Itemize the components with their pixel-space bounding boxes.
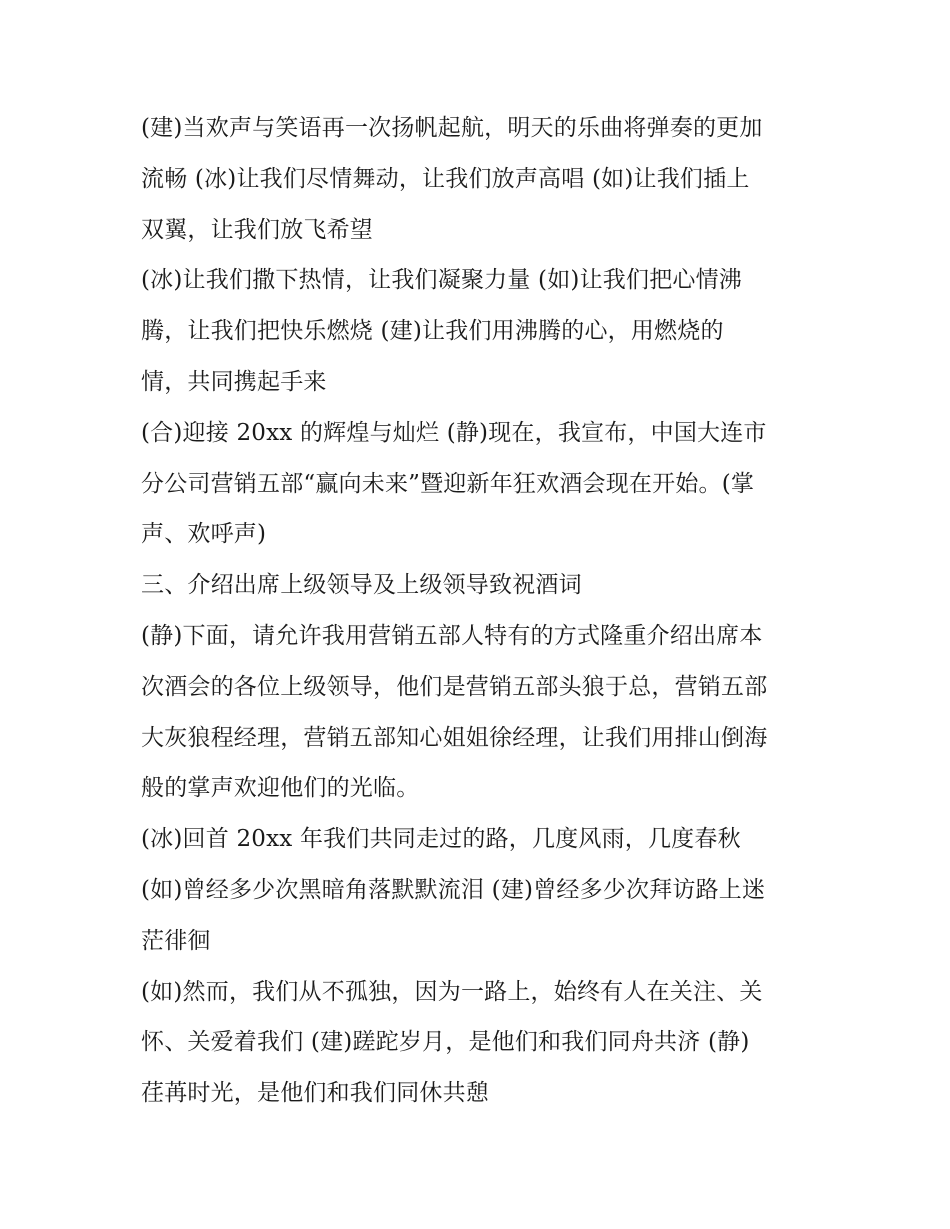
text-line: 次酒会的各位上级领导，他们是营销五部头狼于总，营销五部	[141, 673, 768, 700]
text-line: 情，共同携起手来	[141, 368, 327, 395]
text-line: (建)当欢声与笑语再一次扬帆起航，明天的乐曲将弹奏的更加	[141, 115, 763, 141]
text-line: 流畅 (冰)让我们尽情舞动，让我们放声高唱 (如)让我们插上	[141, 165, 750, 192]
text-line: (如)曾经多少次黑暗角落默默流泪 (建)曾经多少次拜访路上迷	[141, 876, 766, 903]
document-body	[141, 103, 821, 1119]
text-line: (如)然而，我们从不孤独，因为一路上，始终有人在关注、关	[141, 978, 763, 1005]
text-line: 双翼，让我们放飞希望	[141, 216, 373, 243]
text-line: 声、欢呼声)	[141, 521, 267, 548]
text-line: (冰)让我们撒下热情，让我们凝聚力量 (如)让我们把心情沸	[141, 267, 743, 294]
text-line: 荏苒时光，是他们和我们同休共憩	[141, 1080, 489, 1107]
text-line: 大灰狼程经理，营销五部知心姐姐徐经理，让我们用排山倒海	[141, 724, 768, 751]
text-line: (合)迎接 20xx 的辉煌与灿烂 (静)现在，我宣布，中国大连市	[141, 419, 767, 446]
text-line: 分公司营销五部“赢向未来”暨迎新年狂欢酒会现在开始。(掌	[141, 470, 755, 497]
text-line: 茫徘徊	[141, 927, 211, 954]
text-line: 般的掌声欢迎他们的光临。	[141, 775, 420, 802]
text-line: 怀、关爱着我们 (建)蹉跎岁月，是他们和我们同舟共济 (静)	[141, 1029, 750, 1056]
section-heading: 三、介绍出席上级领导及上级领导致祝酒词	[141, 572, 582, 599]
text-line: (冰)回首 20xx 年我们共同走过的路，几度风雨，几度春秋	[141, 826, 741, 853]
text-line: (静)下面，请允许我用营销五部人特有的方式隆重介绍出席本	[141, 622, 763, 649]
text-line: 腾，让我们把快乐燃烧 (建)让我们用沸腾的心，用燃烧的	[141, 318, 724, 345]
